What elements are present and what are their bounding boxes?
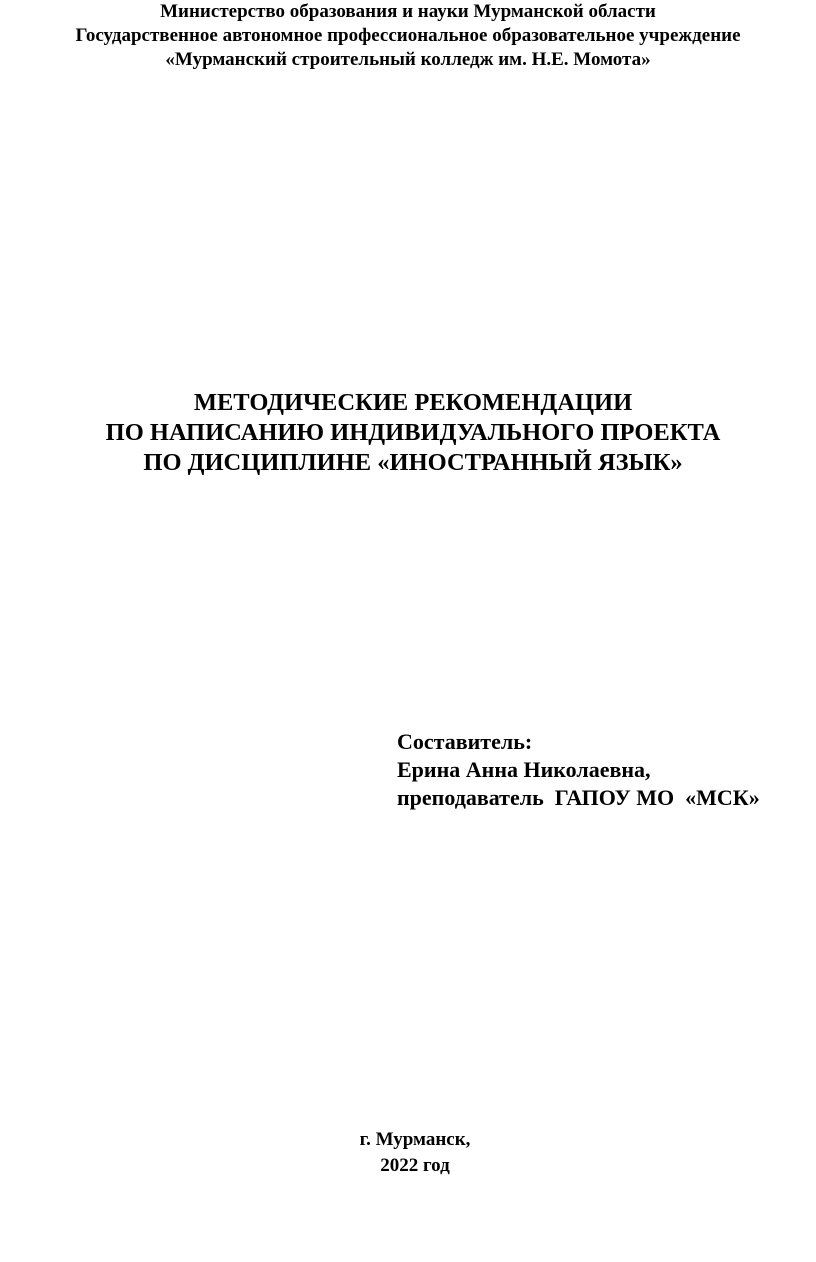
college-name-line: «Мурманский строительный колледж им. Н.Е. Момота» bbox=[165, 49, 651, 70]
document-title bbox=[0, 388, 816, 478]
compiler-label: Составитель: bbox=[397, 729, 533, 754]
title-line-1: МЕТОДИЧЕСКИЕ РЕКОМЕНДАЦИИ bbox=[193, 389, 633, 416]
title-line-3: ПО ДИСЦИПЛИНЕ «ИНОСТРАННЫЙ ЯЗЫК» bbox=[143, 449, 683, 476]
ministry-line: Министерство образования и науки Мурманской области bbox=[160, 1, 656, 22]
institution-type-line: Государственное автономное профессиональное образовательное учреждение bbox=[75, 25, 741, 46]
compiler-position: преподаватель ГАПОУ МО «МСК» bbox=[397, 785, 760, 810]
place-and-year bbox=[0, 1127, 816, 1179]
year-line: 2022 год bbox=[380, 1155, 450, 1176]
city-line: г. Мурманск, bbox=[359, 1129, 471, 1150]
compiler-block bbox=[397, 728, 760, 812]
title-line-2: ПО НАПИСАНИЮ ИНДИВИДУАЛЬНОГО ПРОЕКТА bbox=[105, 419, 721, 446]
compiler-name: Ерина Анна Николаевна, bbox=[397, 757, 651, 782]
institution-header bbox=[0, 0, 816, 72]
